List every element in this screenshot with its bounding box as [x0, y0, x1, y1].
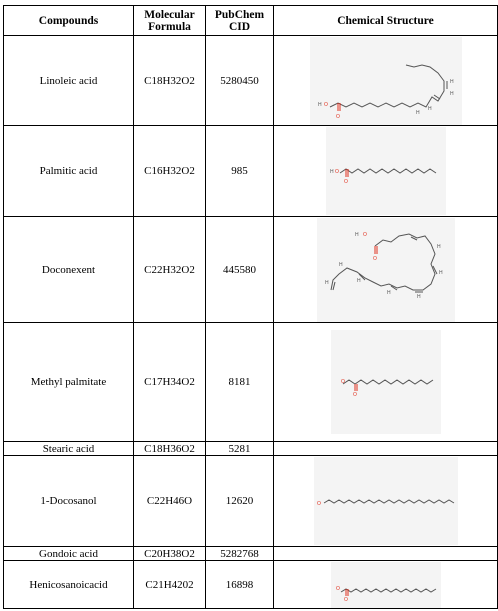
molecular-formula: C22H46O: [134, 456, 206, 547]
methyl-palmitate-structure-image: [331, 330, 441, 434]
header-row: [4, 6, 498, 36]
pubchem-cid: 985: [206, 126, 274, 217]
chemical-structure-cell: [274, 547, 498, 561]
svg-text:O: O: [352, 392, 357, 398]
chemical-structure-cell: [274, 456, 498, 547]
svg-text:H: H: [356, 277, 361, 284]
svg-text:H: H: [427, 105, 432, 112]
svg-text:H: H: [416, 293, 421, 300]
table-row: [4, 36, 498, 126]
chemical-structure-cell: [274, 561, 498, 609]
svg-text:H: H: [438, 269, 443, 276]
pubchem-cid: 8181: [206, 323, 274, 442]
svg-text:H: H: [338, 261, 343, 268]
palmitic-acid-structure-image: [326, 127, 446, 215]
chemical-structure-cell: [274, 217, 498, 323]
pubchem-cid: 16898: [206, 561, 274, 609]
svg-text:O: O: [316, 501, 321, 507]
svg-text:O: O: [343, 596, 348, 603]
chemical-structure-cell: [274, 442, 498, 456]
header-cid: PubChem CID: [206, 6, 274, 36]
compound-name: 1-Docosanol: [4, 456, 134, 547]
pubchem-cid: 5280450: [206, 36, 274, 126]
svg-text:H: H: [436, 243, 441, 250]
doconexent-structure-image: [317, 218, 455, 322]
molecular-formula: C17H34O2: [134, 323, 206, 442]
svg-text:O: O: [343, 179, 348, 185]
compound-name: Palmitic acid: [4, 126, 134, 217]
table-row: [4, 561, 498, 609]
pubchem-cid: 5282768: [206, 547, 274, 561]
compound-name: Linoleic acid: [4, 36, 134, 126]
svg-text:O: O: [372, 255, 377, 262]
svg-text:H: H: [449, 78, 454, 85]
svg-text:O: O: [334, 169, 339, 175]
table-row: [4, 456, 498, 547]
header-formula: Molecular Formula: [134, 6, 206, 36]
table-row: [4, 217, 498, 323]
svg-text:O: O: [323, 101, 328, 108]
chemical-structure-cell: [274, 323, 498, 442]
svg-text:H: H: [354, 231, 359, 238]
table-row: [4, 547, 498, 561]
docosanol-structure-image: [314, 457, 458, 545]
compound-name: Gondoic acid: [4, 547, 134, 561]
molecular-formula: C18H32O2: [134, 36, 206, 126]
pubchem-cid: 12620: [206, 456, 274, 547]
svg-text:O: O: [340, 379, 345, 385]
compound-name: Stearic acid: [4, 442, 134, 456]
linoleic-acid-structure-image: [310, 37, 462, 125]
svg-text:H: H: [386, 289, 391, 296]
header-structure: Chemical Structure: [274, 6, 498, 36]
svg-text:H: H: [324, 279, 329, 286]
molecular-formula: C16H32O2: [134, 126, 206, 217]
molecular-formula: C21H4202: [134, 561, 206, 609]
svg-text:O: O: [335, 585, 340, 592]
molecular-formula: C20H38O2: [134, 547, 206, 561]
svg-text:H: H: [449, 90, 454, 97]
compounds-table: [3, 5, 498, 609]
pubchem-cid: 5281: [206, 442, 274, 456]
table-row: [4, 126, 498, 217]
compound-name: Henicosanoicacid: [4, 561, 134, 609]
compound-name: Doconexent: [4, 217, 134, 323]
svg-text:H: H: [317, 101, 322, 108]
chemical-structure-cell: [274, 126, 498, 217]
compound-name: Methyl palmitate: [4, 323, 134, 442]
svg-text:O: O: [362, 231, 367, 238]
svg-text:O: O: [335, 113, 340, 120]
molecular-formula: C18H36O2: [134, 442, 206, 456]
henicosanoic-acid-structure-image: [331, 562, 441, 608]
table-row: [4, 442, 498, 456]
header-compounds: Compounds: [4, 6, 134, 36]
molecular-formula: C22H32O2: [134, 217, 206, 323]
svg-text:H: H: [415, 109, 420, 116]
svg-text:H: H: [329, 169, 334, 175]
table-row: [4, 323, 498, 442]
chemical-structure-cell: [274, 36, 498, 126]
pubchem-cid: 445580: [206, 217, 274, 323]
